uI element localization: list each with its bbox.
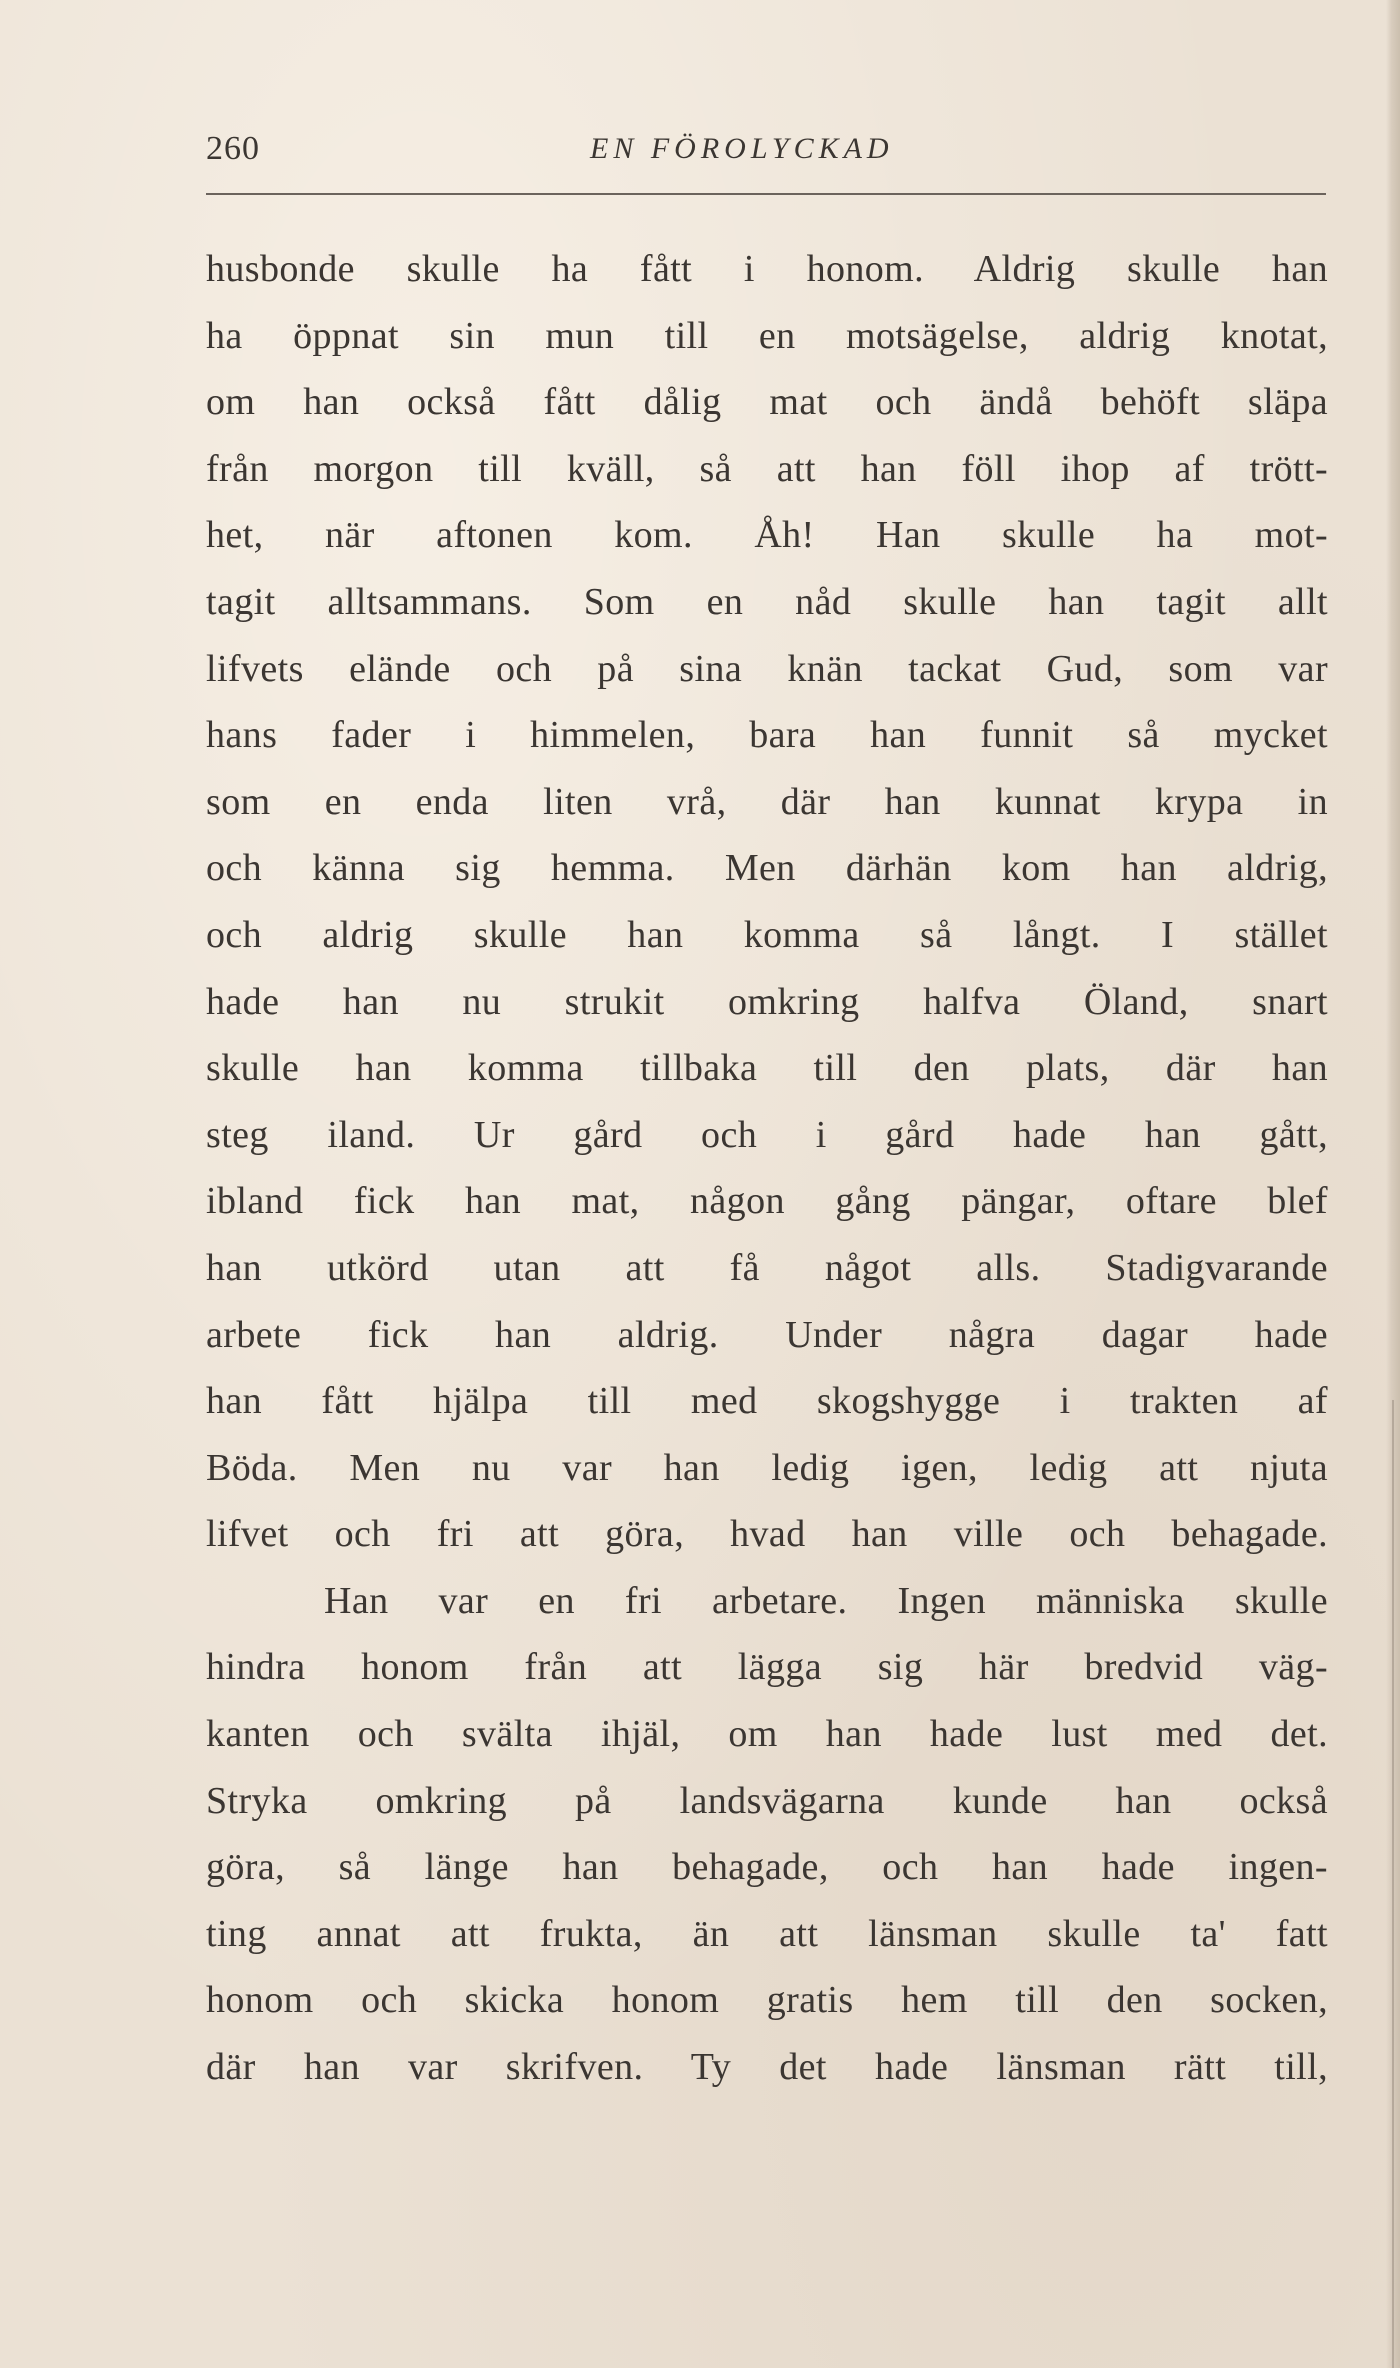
text-line: hindra honom från att lägga sig här bredvid väg- xyxy=(206,1646,1328,1689)
text-line: arbete fick han aldrig. Under några dagar hade xyxy=(206,1313,1328,1356)
text-line: ting annat att frukta, än att länsman skulle ta' fatt xyxy=(206,1912,1328,1955)
text-line: och känna sig hemma. Men därhän kom han aldrig, xyxy=(206,847,1328,890)
text-line: lifvets elände och på sina knän tackat Gud, som var xyxy=(206,647,1328,690)
text-line: hade han nu strukit omkring halfva Öland, snart xyxy=(206,980,1328,1023)
running-header xyxy=(206,130,1326,190)
paragraph-start-line: Han var en fri arbetare. Ingen människa skulle xyxy=(324,1579,1328,1622)
text-line: Böda. Men nu var han ledig igen, ledig att njuta xyxy=(206,1446,1328,1489)
text-line: han fått hjälpa till med skogshygge i trakten af xyxy=(206,1380,1328,1423)
text-line: han utkörd utan att få något alls. Stadigvarande xyxy=(206,1246,1328,1289)
text-line: göra, så länge han behagade, och han hade ingen- xyxy=(206,1846,1328,1889)
text-line: skulle han komma tillbaka till den plats, där han xyxy=(206,1047,1328,1090)
header-rule xyxy=(206,193,1326,195)
text-line: steg iland. Ur gård och i gård hade han gått, xyxy=(206,1113,1328,1156)
running-title: EN FÖROLYCKAD xyxy=(590,132,894,165)
text-line: hans fader i himmelen, bara han funnit så mycket xyxy=(206,714,1328,757)
text-line: kanten och svälta ihjäl, om han hade lust med det. xyxy=(206,1713,1328,1756)
text-line: som en enda liten vrå, där han kunnat krypa in xyxy=(206,780,1328,823)
text-line: ha öppnat sin mun till en motsägelse, aldrig knotat, xyxy=(206,314,1328,357)
text-line: het, när aftonen kom. Åh! Han skulle ha mot- xyxy=(206,514,1328,557)
text-line: ibland fick han mat, någon gång pängar, oftare blef xyxy=(206,1180,1328,1223)
text-line: och aldrig skulle han komma så långt. I stället xyxy=(206,913,1328,956)
text-line: från morgon till kväll, så att han föll ihop af trött- xyxy=(206,447,1328,490)
text-line: husbonde skulle ha fått i honom. Aldrig skulle han xyxy=(206,248,1328,290)
page-edge-line xyxy=(1392,1400,1394,2368)
text-line: Stryka omkring på landsvägarna kunde han också xyxy=(206,1779,1328,1822)
text-line: tagit alltsammans. Som en nåd skulle han tagit allt xyxy=(206,580,1328,623)
text-line: lifvet och fri att göra, hvad han ville och behagade. xyxy=(206,1513,1328,1556)
text-line: om han också fått dålig mat och ändå behöft släpa xyxy=(206,381,1328,424)
text-line: honom och skicka honom gratis hem till den socken, xyxy=(206,1979,1328,2022)
body-text xyxy=(206,236,1328,2101)
text-line: där han var skrifven. Ty det hade länsman rätt till, xyxy=(206,2046,1328,2089)
page-number: 260 xyxy=(206,130,260,167)
